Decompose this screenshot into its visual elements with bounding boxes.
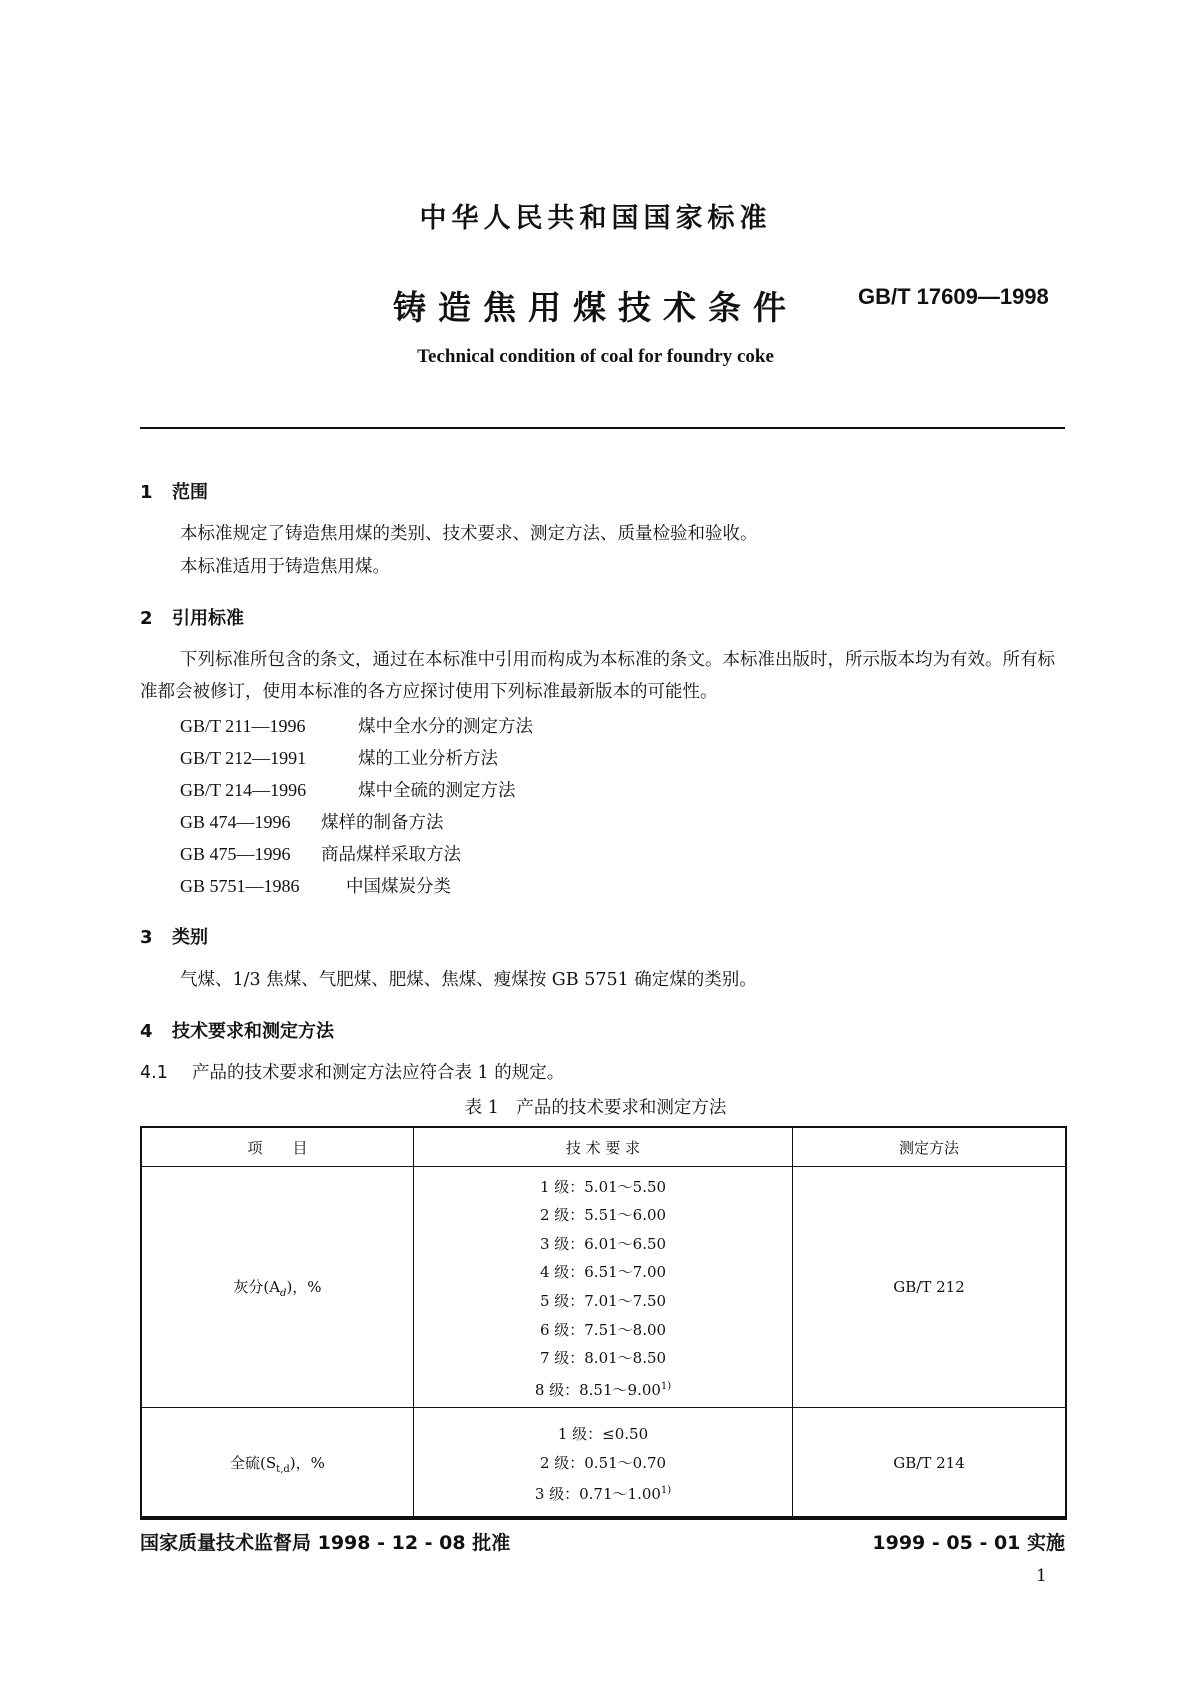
ash-grade: 3 级：6.01～6.50 xyxy=(539,1234,667,1253)
ash-grade: 4 级：6.51～7.00 xyxy=(539,1263,667,1282)
column-header-requirement: 技 术 要 求 xyxy=(413,1127,792,1167)
ash-label-cell xyxy=(141,1167,413,1408)
ash-method-cell: GB/T 212 xyxy=(793,1167,1066,1408)
ash-requirements-cell xyxy=(413,1167,792,1408)
reference-item xyxy=(180,841,461,866)
table-caption: 表 1 产品的技术要求和测定方法 xyxy=(464,1098,727,1118)
ash-grade: 2 级：5.51～6.00 xyxy=(539,1206,667,1225)
table-row-sulfur xyxy=(141,1408,1066,1520)
section-number: 1 xyxy=(140,482,153,503)
section-3-paragraph: 气煤、1/3 焦煤、气肥煤、肥煤、焦煤、瘦煤按 GB 5751 确定煤的类别。 xyxy=(180,970,757,990)
ash-grade: 7 级：8.01～8.50 xyxy=(539,1349,667,1368)
section-1-heading xyxy=(140,478,208,504)
section-2-paragraph: 下列标准所包含的条文，通过在本标准中引用而构成为本标准的条文。本标准出版时，所示版本均为有效。所有标准都会被修订，使用本标准的各方应探讨使用下列标准最新版本的可能性。 xyxy=(140,650,1055,702)
requirements-table xyxy=(140,1126,1067,1520)
footnote-marker: 1) xyxy=(660,1380,672,1392)
sulfur-method-cell: GB/T 214 xyxy=(793,1408,1066,1520)
ash-grade-last: 8 级：8.51～9.00$^{1)}$ xyxy=(534,1380,672,1399)
section-number: 2 xyxy=(140,608,153,629)
reference-item xyxy=(180,809,444,834)
national-standard-heading: 中华人民共和国国家标准 xyxy=(419,203,772,234)
sulfur-label-cell xyxy=(141,1408,413,1520)
section-1-paragraph-2: 本标准适用于铸造焦用煤。 xyxy=(180,557,390,577)
document-title: 铸造焦用煤技术条件 xyxy=(393,288,798,327)
section-2-heading xyxy=(140,604,244,630)
reference-code: GB/T 212—1991 xyxy=(180,748,307,768)
reference-item xyxy=(180,745,498,770)
ash-grade: 1 级：5.01～5.50 xyxy=(539,1177,667,1196)
reference-name: 煤中全硫的测定方法 xyxy=(358,781,516,801)
page-number: 1 xyxy=(1036,1566,1047,1586)
effective-date-text: 1999 - 05 - 01 实施 xyxy=(872,1532,1065,1554)
reference-item xyxy=(180,777,516,802)
subsection-number: 4.1 xyxy=(140,1063,168,1083)
section-title: 技术要求和测定方法 xyxy=(172,1021,334,1042)
reference-item xyxy=(180,873,451,898)
section-title: 引用标准 xyxy=(172,608,244,629)
reference-code: GB/T 214—1996 xyxy=(180,780,307,800)
footer-divider xyxy=(140,1516,1065,1518)
ash-grade: 6 级：7.51～8.00 xyxy=(539,1320,667,1339)
reference-code: GB 474—1996 xyxy=(180,812,291,832)
sulfur-label: 全硫$(S_{t,d})$，% xyxy=(230,1453,325,1475)
reference-code: GB/T 211—1996 xyxy=(180,716,306,736)
sulfur-grade: 2 级：0.51～0.70 xyxy=(539,1453,667,1472)
section-number: 3 xyxy=(140,927,153,948)
reference-name: 商品煤样采取方法 xyxy=(321,845,461,865)
reference-name: 煤样的制备方法 xyxy=(321,813,444,833)
section-3-heading xyxy=(140,923,208,949)
sulfur-grade-last: 3 级：0.71～1.00$^{1)}$ xyxy=(534,1485,672,1504)
table-row-ash xyxy=(141,1167,1066,1408)
sulfur-grade: 1 级：≤0.50 xyxy=(557,1425,649,1444)
column-header-method: 测定方法 xyxy=(793,1127,1066,1167)
section-title: 类别 xyxy=(172,927,208,948)
subsection-4-1 xyxy=(140,1057,564,1089)
ash-grade: 5 级：7.01～7.50 xyxy=(539,1292,667,1310)
reference-code: GB 475—1996 xyxy=(180,844,291,864)
column-header-item: 项 目 xyxy=(141,1127,413,1167)
ash-label: 灰分$(A_d)$，% xyxy=(233,1277,322,1299)
reference-name: 煤中全水分的测定方法 xyxy=(358,717,533,737)
table-header-row xyxy=(141,1127,1066,1167)
subsection-text: 产品的技术要求和测定方法应符合表 1 的规定。 xyxy=(192,1063,565,1083)
reference-item xyxy=(180,713,533,738)
reference-name: 中国煤炭分类 xyxy=(346,877,451,897)
sulfur-requirements-cell xyxy=(413,1408,792,1520)
approval-text: 国家质量技术监督局 1998 - 12 - 08 批准 xyxy=(140,1532,511,1554)
section-title: 范围 xyxy=(172,482,208,503)
reference-code: GB 5751—1986 xyxy=(180,876,300,896)
section-4-heading xyxy=(140,1017,334,1043)
footnote-marker: 1) xyxy=(660,1485,672,1497)
section-number: 4 xyxy=(140,1021,153,1042)
reference-name: 煤的工业分析方法 xyxy=(358,749,498,769)
section-1-paragraph-1: 本标准规定了铸造焦用煤的类别、技术要求、测定方法、质量检验和验收。 xyxy=(180,524,758,544)
english-title: Technical condition of coal for foundry coke xyxy=(417,346,774,367)
standard-code: GB/T 17609—1998 xyxy=(858,284,1049,309)
header-divider xyxy=(140,427,1065,429)
